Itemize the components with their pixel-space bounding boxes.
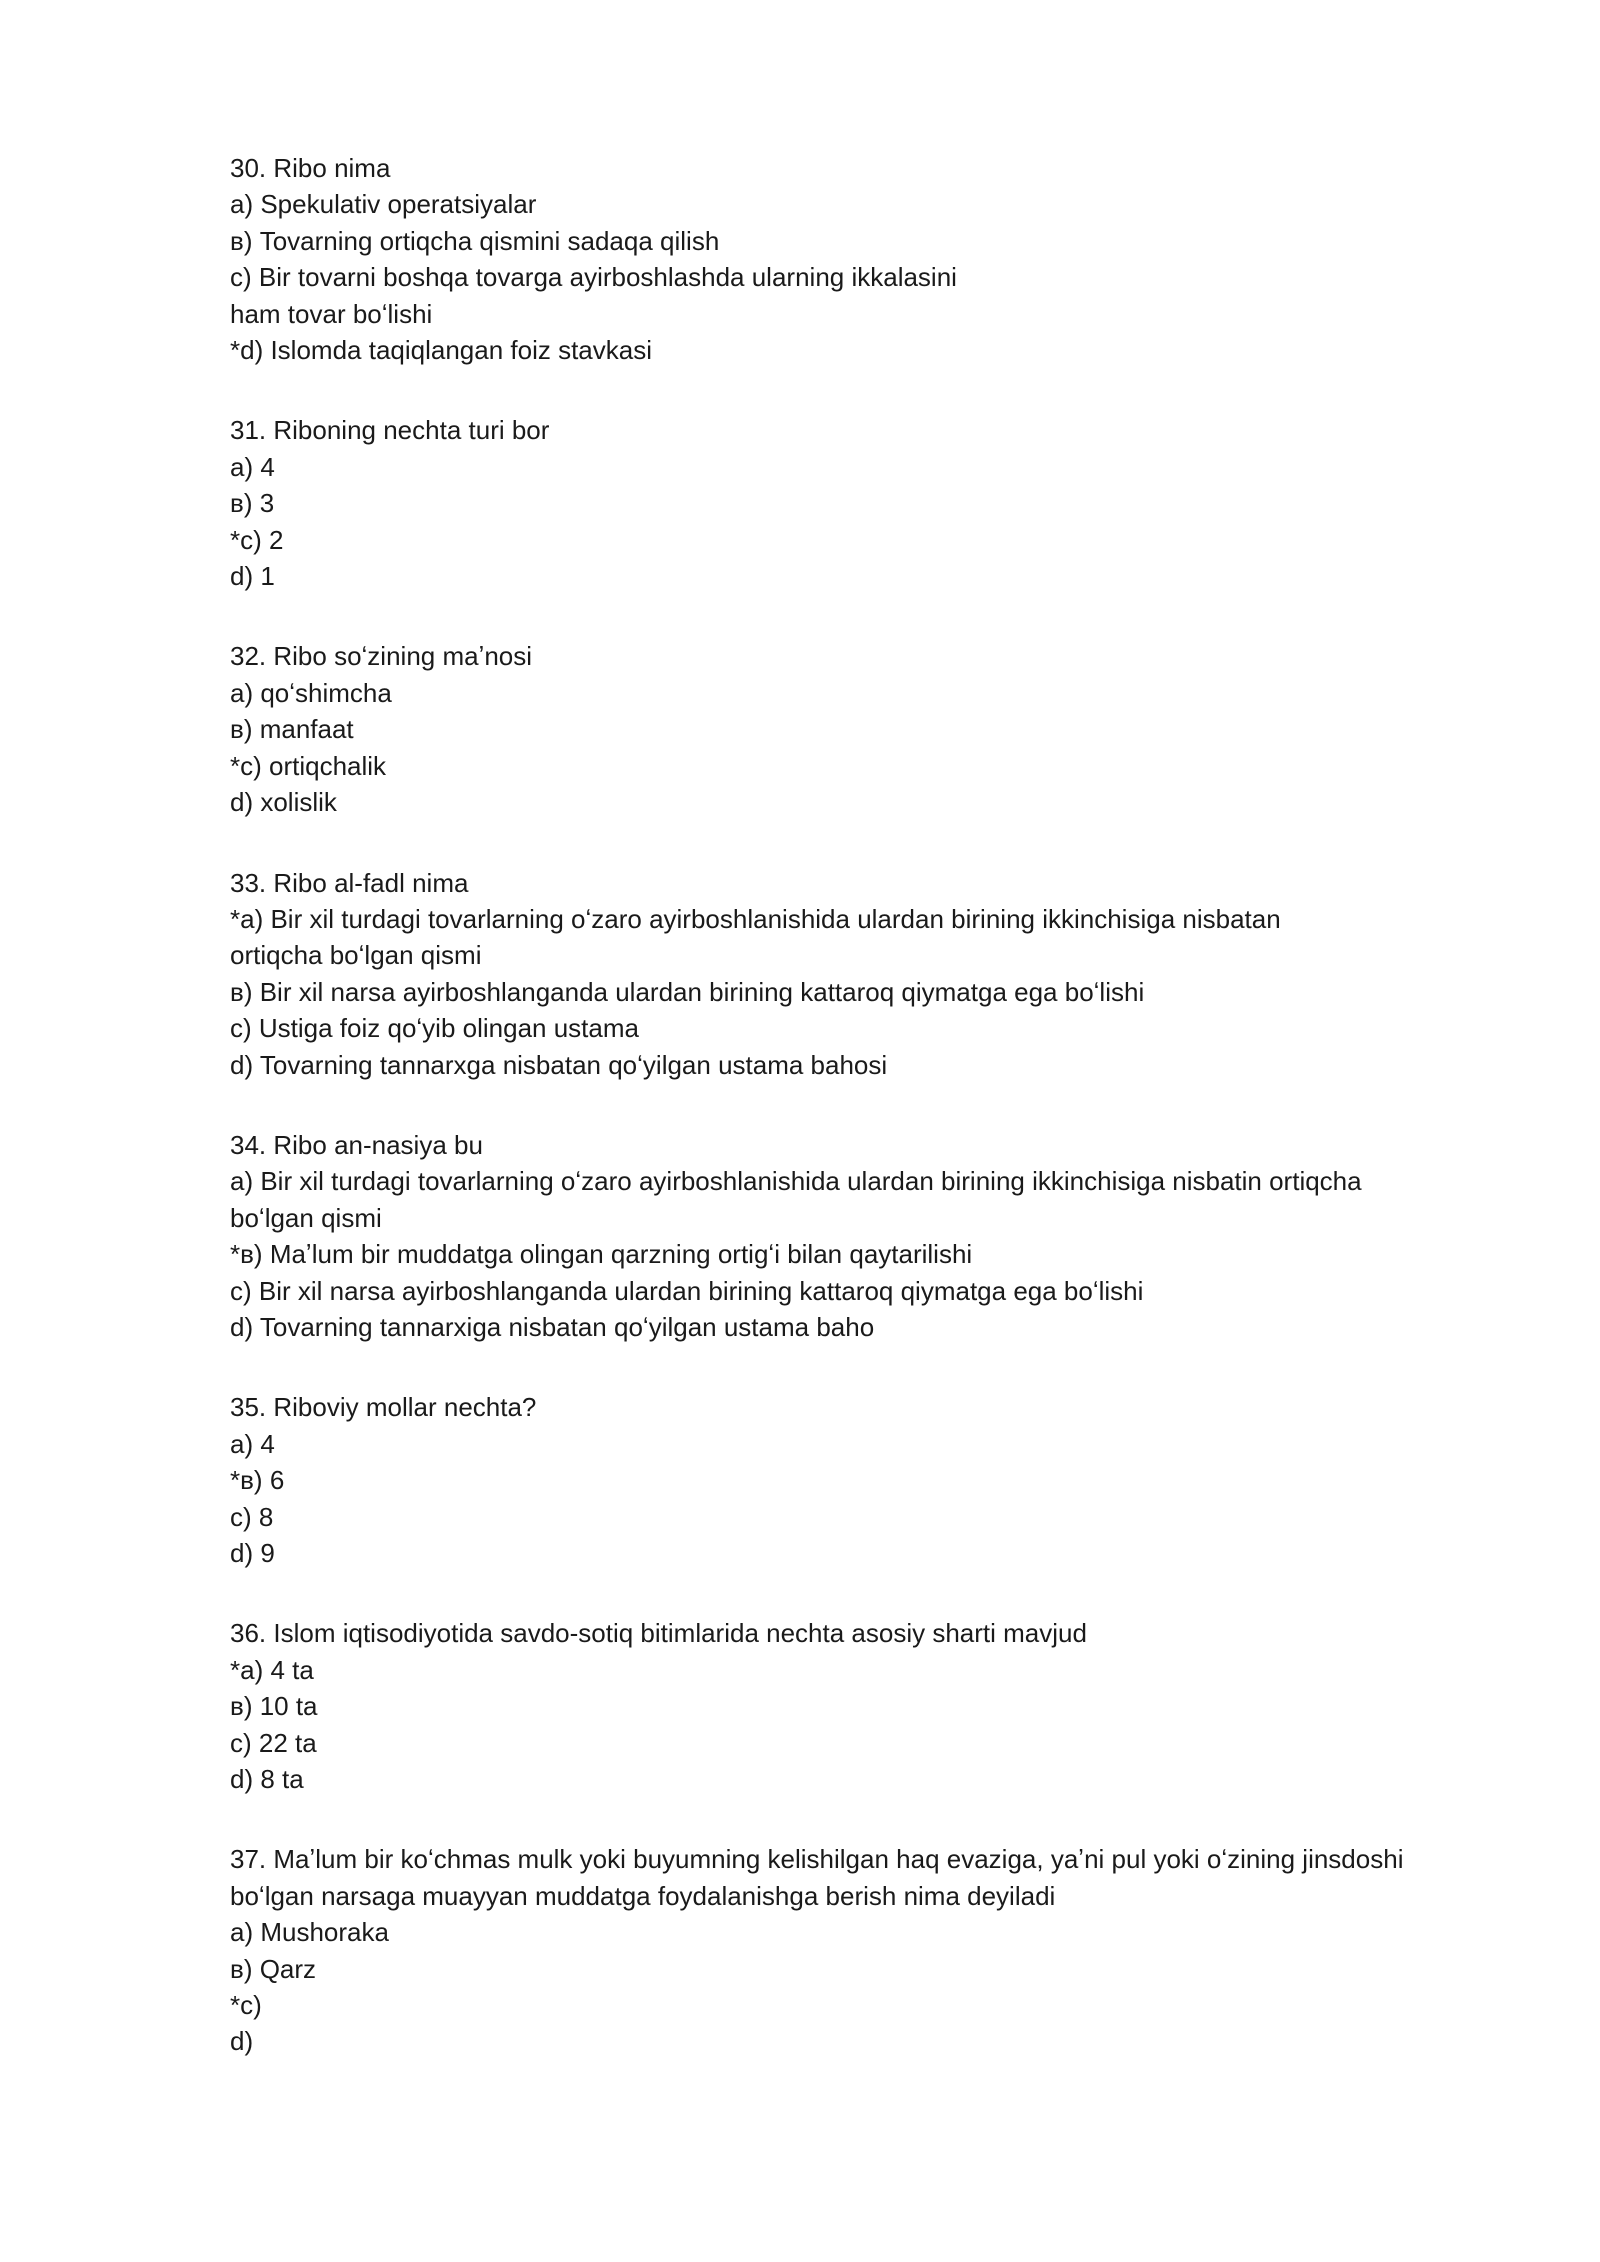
answer-option: a) 4 (230, 1428, 275, 1459)
question-33 (230, 865, 1470, 1083)
question-stem: 36. Islom iqtisodiyotida savdo-sotiq bitimlarida nechta asosiy sharti mavjud (230, 1618, 1087, 1649)
answer-option: a) 4 (230, 451, 275, 482)
question-30 (230, 150, 1470, 368)
answer-option-continuation: ham tovar boʻlishi (230, 298, 433, 329)
question-31 (230, 412, 1470, 594)
question-32 (230, 638, 1470, 820)
question-stem-continuation: boʻlgan narsaga muayyan muddatga foydalanishga berish nima deyiladi (230, 1880, 1056, 1911)
answer-option-correct: *a) Bir xil turdagi tovarlarning oʻzaro ayirboshlanishida ulardan birining ikkinchisiga nisbatan (230, 903, 1281, 934)
answer-option: в) 10 ta (230, 1691, 318, 1722)
answer-option: в) Tovarning ortiqcha qismini sadaqa qilish (230, 225, 720, 256)
question-stem: 37. Maʼlum bir koʻchmas mulk yoki buyumning kelishilgan haq evaziga, yaʼni pul yoki oʻzining jinsdoshi (230, 1844, 1404, 1875)
answer-option-correct: *c) (230, 1990, 262, 2021)
question-stem: 31. Riboning nechta turi bor (230, 415, 550, 446)
document-page (230, 150, 1470, 2104)
answer-option-correct: *d) Islomda taqiqlangan foiz stavkasi (230, 335, 653, 366)
answer-option: d) 8 ta (230, 1764, 304, 1795)
answer-option-correct: *в) 6 (230, 1465, 285, 1496)
answer-option: d) Tovarning tannarxga nisbatan qoʻyilgan ustama bahosi (230, 1049, 888, 1080)
answer-option: d) Tovarning tannarxiga nisbatan qoʻyilgan ustama baho (230, 1311, 875, 1342)
answer-option: a) Bir xil turdagi tovarlarning oʻzaro ayirboshlanishida ulardan birining ikkinchisiga nisbatin ortiqcha (230, 1166, 1362, 1197)
answer-option-continuation: ortiqcha boʻlgan qismi (230, 940, 482, 971)
answer-option-correct: *в) Maʼlum bir muddatga olingan qarzning ortigʻi bilan qaytarilishi (230, 1239, 973, 1270)
answer-option: a) Spekulativ operatsiyalar (230, 189, 537, 220)
answer-option: a) qoʻshimcha (230, 677, 392, 708)
question-stem: 33. Ribo al-fadl nima (230, 867, 469, 898)
question-stem: 34. Ribo an-nasiya bu (230, 1129, 483, 1160)
question-35 (230, 1389, 1470, 1571)
answer-option: в) Bir xil narsa ayirboshlanganda ulardan birining kattaroq qiymatga ega boʻlishi (230, 976, 1145, 1007)
question-stem: 30. Ribo nima (230, 153, 391, 183)
answer-option: d) (230, 2026, 254, 2057)
answer-option: в) manfaat (230, 714, 354, 745)
answer-option: a) Mushoraka (230, 1917, 389, 1948)
answer-option-correct: *c) ortiqchalik (230, 750, 387, 781)
question-36 (230, 1615, 1470, 1797)
answer-option-continuation: boʻlgan qismi (230, 1202, 382, 1233)
answer-option: c) Ustiga foiz qoʻyib olingan ustama (230, 1013, 639, 1044)
answer-option: c) Bir xil narsa ayirboshlanganda ulardan birining kattaroq qiymatga ega boʻlishi (230, 1275, 1144, 1306)
answer-option: c) 8 (230, 1501, 274, 1532)
answer-option: c) 22 ta (230, 1727, 317, 1758)
answer-option: c) Bir tovarni boshqa tovarga ayirboshlashda ularning ikkalasini (230, 262, 957, 293)
question-stem: 32. Ribo soʻzining maʼnosi (230, 641, 533, 672)
question-37 (230, 1841, 1470, 2059)
answer-option-correct: *a) 4 ta (230, 1654, 314, 1685)
question-stem: 35. Riboviy mollar nechta? (230, 1392, 537, 1423)
answer-option: в) 3 (230, 488, 275, 519)
answer-option: d) 1 (230, 561, 275, 592)
answer-option: в) Qarz (230, 1953, 317, 1984)
answer-option-correct: *c) 2 (230, 524, 284, 555)
answer-option: d) 9 (230, 1538, 275, 1568)
answer-option: d) xolislik (230, 787, 337, 818)
question-34 (230, 1127, 1470, 1345)
